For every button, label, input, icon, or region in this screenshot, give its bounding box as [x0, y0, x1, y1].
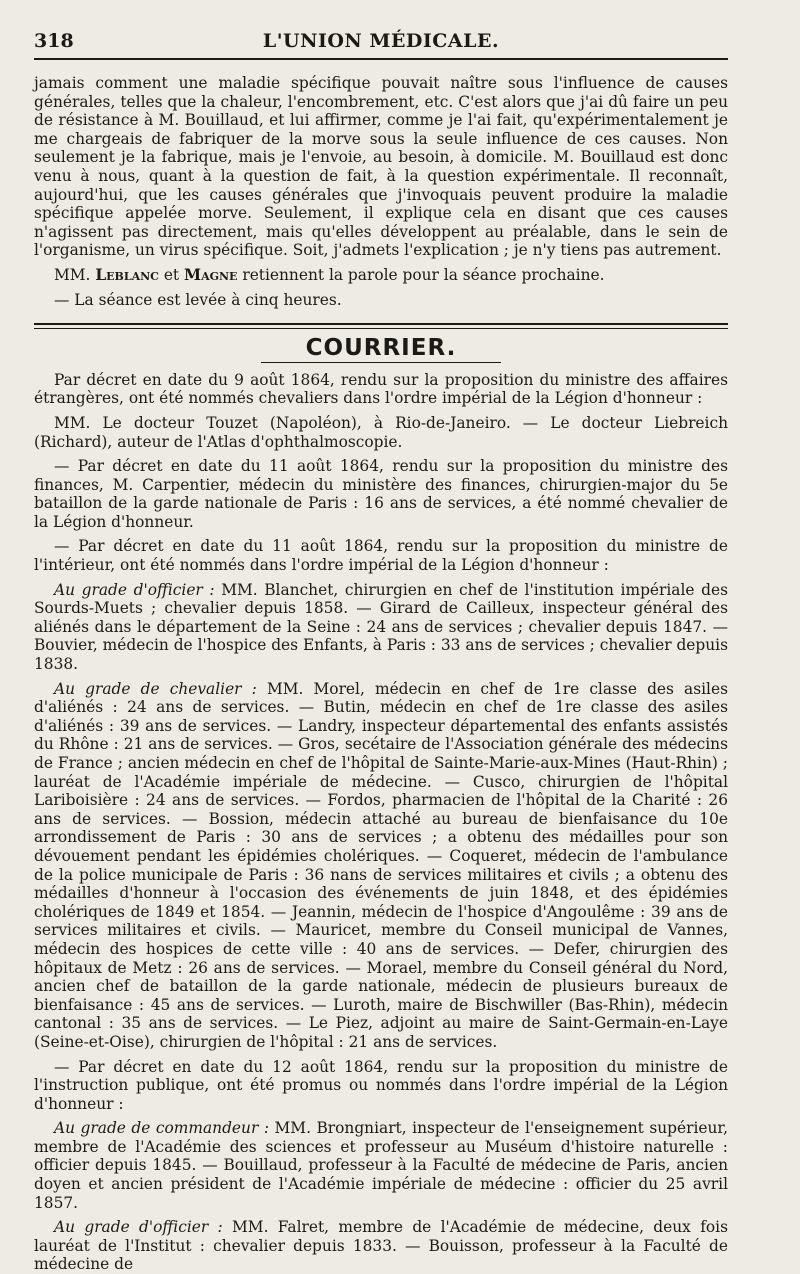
courrier-paragraph [34, 581, 728, 674]
speaker-name-leblanc: Leblanc [95, 265, 159, 284]
courrier-paragraph [34, 680, 728, 1052]
grade-label: Au grade d'officier : [54, 1218, 223, 1237]
text-column [34, 74, 728, 1274]
courrier-paragraph: Par décret en date du 9 août 1864, rendu sur la proposition du ministre des affaires étrangères, ont été nommés chevaliers dans l'ordre impérial de la Légion d'honneur : [34, 370, 728, 408]
session-closing: — La séance est levée à cinq heures. [54, 290, 342, 309]
section-title: COURRIER. [305, 335, 457, 362]
speakers-and: et [163, 265, 180, 284]
courrier-paragraph: — Par décret en date du 11 août 1864, rendu sur la proposition du ministre des finances, M. Carpentier, médecin du ministère des finances, chirurgien-major du 5e bataillon de la garde nationale de Paris : 16 ans de services, a été nommé chevalier de la Légion d'honneur. [34, 457, 728, 531]
grade-text: MM. Falret, membre de l'Académie de médecine, deux fois lauréat de l'Institut : chevalier depuis 1833. — Bouisson, professeur à la Faculté de médecine de [34, 1218, 728, 1274]
courrier-paragraph: — Par décret en date du 12 août 1864, rendu sur la proposition du ministre de l'instruction publique, ont été promus ou nommés dans l'ordre impérial de la Légion d'honneur : [34, 1057, 728, 1113]
courrier-paragraph: MM. Le docteur Touzet (Napoléon), à Rio-de-Janeiro. — Le docteur Liebreich (Richard), auteur de l'Atlas d'ophthalmoscopie. [34, 413, 728, 451]
grade-label: Au grade de chevalier : [54, 679, 257, 698]
courrier-paragraph [34, 1218, 728, 1274]
speakers-rest: retiennent la parole pour la séance prochaine. [242, 265, 605, 284]
section-title-underline [261, 362, 501, 363]
page-number: 318 [34, 30, 74, 52]
grade-label: Au grade d'officier : [54, 580, 215, 599]
grade-text: MM. Morel, médecin en chef de 1re classe des asiles d'aliénés : 24 ans de services. — Butin, médecin en chef de 1re classe des asiles d'aliénés : 39 ans de services. — Landry, inspecteur départemental des enfants assistés du Rhône : 21 ans de services. — Gros, secétaire de l'Association générale des médecins de France ; ancien médecin en chef de l'hôpital de Sainte-Marie-aux-Mines (Haut-Rhin) ; lauréat de l'Académie impériale de médecine. — Cusco, chirurgien de l'hôpital Lariboisière : 24 ans de services. — Fordos, pharmacien de l'hôpital de la Charité : 26 ans de services. — Bossion, médecin attaché au bureau de bienfaisance du 10e arrondissement de Paris : 30 ans de services ; a obtenu des médailles pour son dévouement pendant les épidémies cholériques. — Coqueret, médecin de l'ambulance de la police municipale de Paris : 36 nans de services militaires et civils ; a obtenu des médailles d'honneur à l'occasion des événements de juin 1848, et des épidémies cholériques de 1849 et 1854. — Jeannin, médecin de l'hospice d'Angoulême : 39 ans de services militaires et civils. — Mauricet, membre du Conseil municipal de Vannes, médecin des hospices de cette ville : 40 ans de services. — Defer, chirurgien des hôpitaux de Metz : 26 ans de services. — Morael, membre du Conseil général du Nord, ancien chef de bataillon de la garde nationale, médecin de plusieurs bureaux de bienfaisance : 45 ans de services. — Luroth, maire de Bischwiller (Bas-Rhin), médecin cantonal : 35 ans de services. — Le Piez, adjoint au maire de Saint-Germain-en-Laye (Seine-et-Oise), chirurgien de l'hôpital : 21 ans de services. [34, 679, 728, 1051]
header-rule [34, 58, 728, 60]
grade-text: MM. Blanchet, chirurgien en chef de l'institution impériale des Sourds-Muets ; chevalier depuis 1858. — Girard de Cailleux, inspecteur général des aliénés dans le département de la Seine : 24 ans de services ; chevalier depuis 1847. — Bouvier, médecin de l'hospice des Enfants, à Paris : 33 ans de services ; chevalier depuis 1838. [34, 580, 728, 674]
journal-title: L'UNION MÉDICALE. [262, 30, 500, 52]
speakers-paragraph [34, 266, 728, 285]
courrier-paragraph: — Par décret en date du 11 août 1864, rendu sur la proposition du ministre de l'intérieur, ont été nommés dans l'ordre impérial de la Légion d'honneur : [34, 537, 728, 575]
speaker-name-magne: Magne [184, 265, 238, 284]
grade-text: MM. Brongniart, inspecteur de l'enseignement supérieur, membre de l'Académie des sciences et professeur au Muséum d'histoire naturelle : officier depuis 1845. — Bouillaud, professeur à la Faculté de médecine de Paris, ancien doyen et ancien président de l'Académie impériale de médecine : officier du 25 avril 1857. [34, 1119, 728, 1212]
grade-label: Au grade de commandeur : [54, 1119, 270, 1138]
running-head [34, 0, 728, 58]
section-divider [34, 323, 728, 329]
courrier-paragraph [34, 1119, 728, 1212]
continued-paragraph: jamais comment une maladie spécifique pouvait naître sous l'influence de causes générales, telles que la chaleur, l'encombrement, etc. C'est alors que j'ai dû faire un peu de résistance à M. Bouillaud, et lui affirmer, comme je l'ai fait, qu'expérimentalement je me chargeais de fabriquer de la morve sous la seule influence de ces causes. Non seulement je la fabrique, mais je l'envoie, au besoin, à domicile. M. Bouillaud est donc venu à nous, quant à la question de fait, à la question expérimentale. Il reconnaît, aujourd'hui, que les causes générales que j'invoquais peuvent produire la maladie spécifique appelée morve. Seulement, il explique cela en disant que ces causes n'agissent pas directement, mais qu'elles développent au préalable, dans le sein de l'organisme, un virus spécifique. Soit, j'admets l'explication ; je n'y tiens pas autrement. [34, 74, 728, 260]
speakers-prefix: MM. [54, 265, 91, 284]
